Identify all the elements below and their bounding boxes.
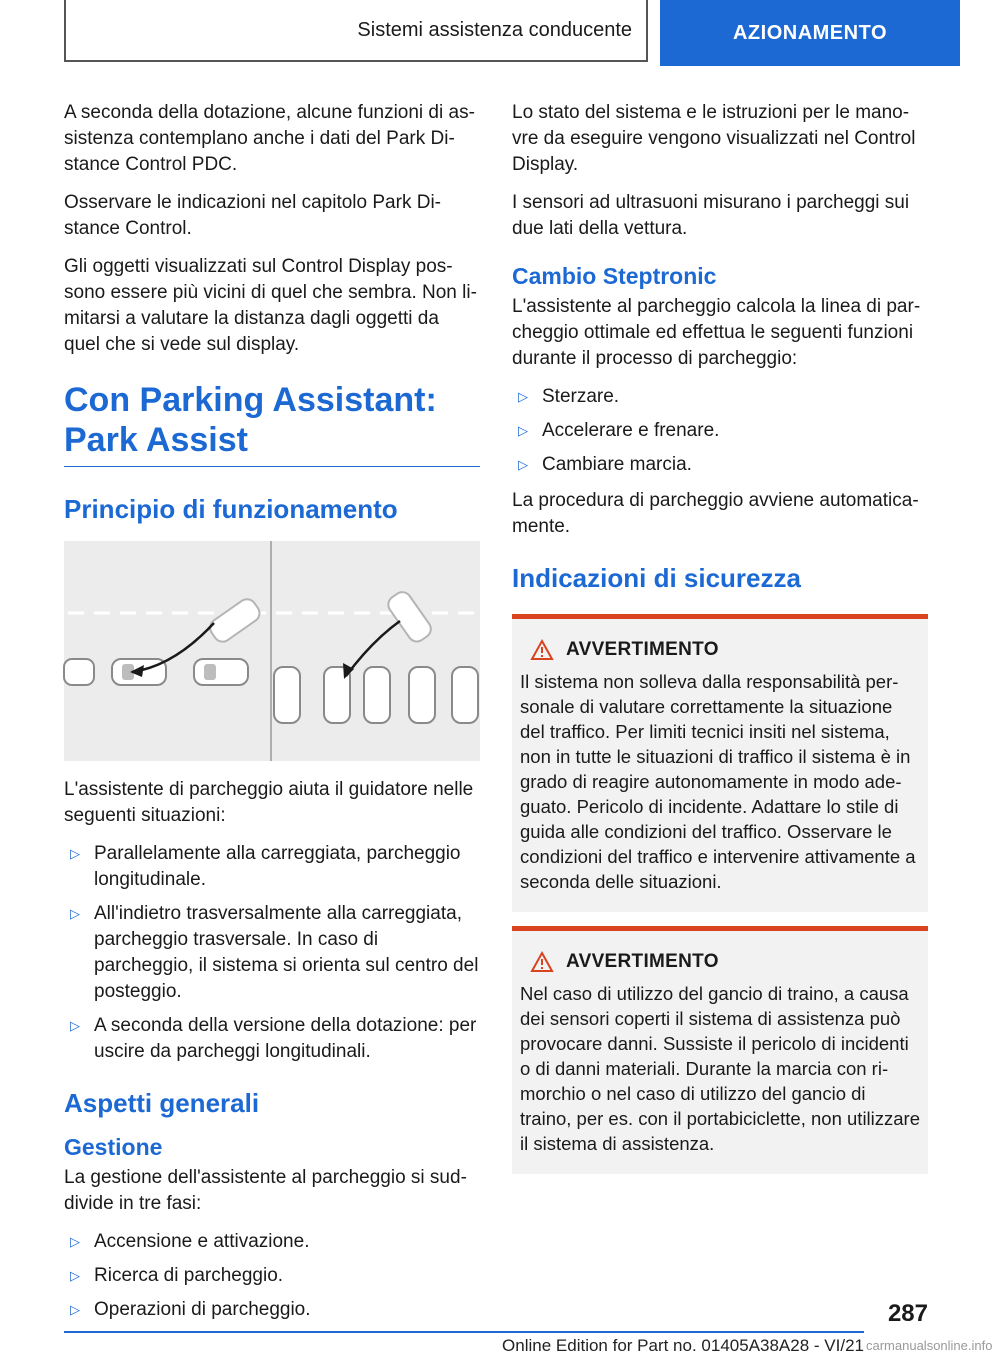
list-item: ▷ Sterzare. <box>512 384 928 410</box>
list-item: ▷ Accelerare e frenare. <box>512 418 928 444</box>
intro-paragraph-1: A seconda della dotazione, alcune funzioni di assistenza contemplano anche i dati del Park Distance Control PDC. <box>64 102 475 175</box>
chapter-heading <box>64 380 480 467</box>
heading-general: Aspetti generali <box>64 1088 260 1118</box>
list-item: ▷ Ricerca di parcheggio. <box>64 1263 480 1289</box>
chapter-heading-line-1: Con Parking Assistant: <box>64 381 437 419</box>
triangle-right-outline-icon: ▷ <box>70 1302 80 1317</box>
parking-illustration <box>64 541 480 761</box>
steptronic-text: L'assistente al parcheggio calcola la linea di parcheggio ottimale ed effettua le seguenti funzioni durante il processo di parcheggio: <box>512 296 921 369</box>
warning-title: AVVERTIMENTO <box>530 639 920 661</box>
warning-text: Il sistema non solleva dalla responsabilità personale di valutare correttamente la situazione del traffico. Per limiti tecnici insiti nel sistema, non in tutte le situazioni di traffico il sistema è in grado di reagire autonomamente in modo adeguato. Pericolo di incidente. Adattare lo stile di guida alle condizioni del traffico. Osservare le condizioni del traffico e intervenire attivamente a seconda delle situazioni. <box>520 671 916 892</box>
heading-steptronic: Cambio Steptronic <box>512 263 717 289</box>
list-item: ▷ A seconda della versione della dotazione: per uscire da parcheggi longitudinali. <box>70 1015 477 1062</box>
steptronic-after: La procedura di parcheggio avviene automaticamente. <box>512 490 919 537</box>
heading-safety: Indicazioni di sicurezza <box>512 563 801 593</box>
triangle-right-outline-icon: ▷ <box>518 423 528 438</box>
triangle-right-outline-icon: ▷ <box>70 906 80 921</box>
warning-title: AVVERTIMENTO <box>530 951 920 973</box>
principle-list <box>64 841 480 1065</box>
list-item: ▷ All'indietro trasversalmente alla carreggiata, parcheggio trasversale. In caso di parcheggio, il sistema si orienta sul centro del posteggio. <box>70 903 479 1002</box>
heading-gestione: Gestione <box>64 1134 163 1160</box>
principle-text: L'assistente di parcheggio aiuta il guidatore nelle seguenti situazioni: <box>64 779 474 826</box>
section-title: Sistemi assistenza conducente <box>64 0 648 62</box>
right-intro-2: I sensori ad ultrasuoni misurano i parcheggi sui due lati della vettura. <box>512 192 910 239</box>
triangle-right-outline-icon: ▷ <box>518 457 528 472</box>
warning-triangle-icon <box>530 639 554 661</box>
triangle-right-outline-icon: ▷ <box>70 846 80 861</box>
warning-triangle-icon <box>530 951 554 973</box>
right-column <box>512 100 928 1188</box>
list-item: ▷ Parallelamente alla carreggiata, parcheggio longitudinale. <box>70 843 461 890</box>
triangle-right-outline-icon: ▷ <box>518 389 528 404</box>
steptronic-list <box>512 384 928 478</box>
intro-paragraph-2: Osservare le indicazioni nel capitolo Park Distance Control. <box>64 192 441 239</box>
triangle-right-outline-icon: ▷ <box>70 1268 80 1283</box>
intro-paragraph-3: Gli oggetti visualizzati sul Control Display possono essere più vicini di quel che sembra. Non limitarsi a valutare la distanza dagli oggetti da quel che si vede sul display. <box>64 256 477 355</box>
watermark-link[interactable]: carmanualsonline.info <box>866 1338 992 1353</box>
chapter-tab: AZIONAMENTO <box>660 0 960 66</box>
gestione-list <box>64 1229 480 1323</box>
list-item: ▷ Cambiare marcia. <box>512 452 928 478</box>
list-item: ▷ Accensione e attivazione. <box>64 1229 480 1255</box>
chapter-heading-line-2: Park Assist <box>64 421 248 459</box>
right-intro-1: Lo stato del sistema e le istruzioni per le manovre da eseguire vengono visualizzati nel Control Display. <box>512 102 916 175</box>
list-item: ▷ Operazioni di parcheggio. <box>64 1297 480 1323</box>
page-header <box>0 0 960 66</box>
triangle-right-outline-icon: ▷ <box>70 1018 80 1033</box>
left-column <box>64 100 480 1333</box>
edition-text: Online Edition for Part no. 01405A38A28 - VI/21 <box>502 1336 864 1355</box>
warning-box-1 <box>512 614 928 912</box>
warning-box-2 <box>512 926 928 1174</box>
warning-text: Nel caso di utilizzo del gancio di traino, a causa dei sensori coperti il sistema di assistenza può provocare danni. Sussiste il pericolo di incidenti o di danni materiali. Durante la marcia con rimorchio o nel caso di utilizzo del gancio di traino, per es. con il portabiciclette, non utilizzare il sistema di assistenza. <box>520 983 921 1154</box>
triangle-right-outline-icon: ▷ <box>70 1234 80 1249</box>
page-number: 287 <box>887 1300 928 1327</box>
gestione-text: La gestione dell'assistente al parcheggio si suddivide in tre fasi: <box>64 1167 467 1214</box>
footer-rule <box>64 1331 864 1333</box>
heading-principle: Principio di funzionamento <box>64 494 398 524</box>
